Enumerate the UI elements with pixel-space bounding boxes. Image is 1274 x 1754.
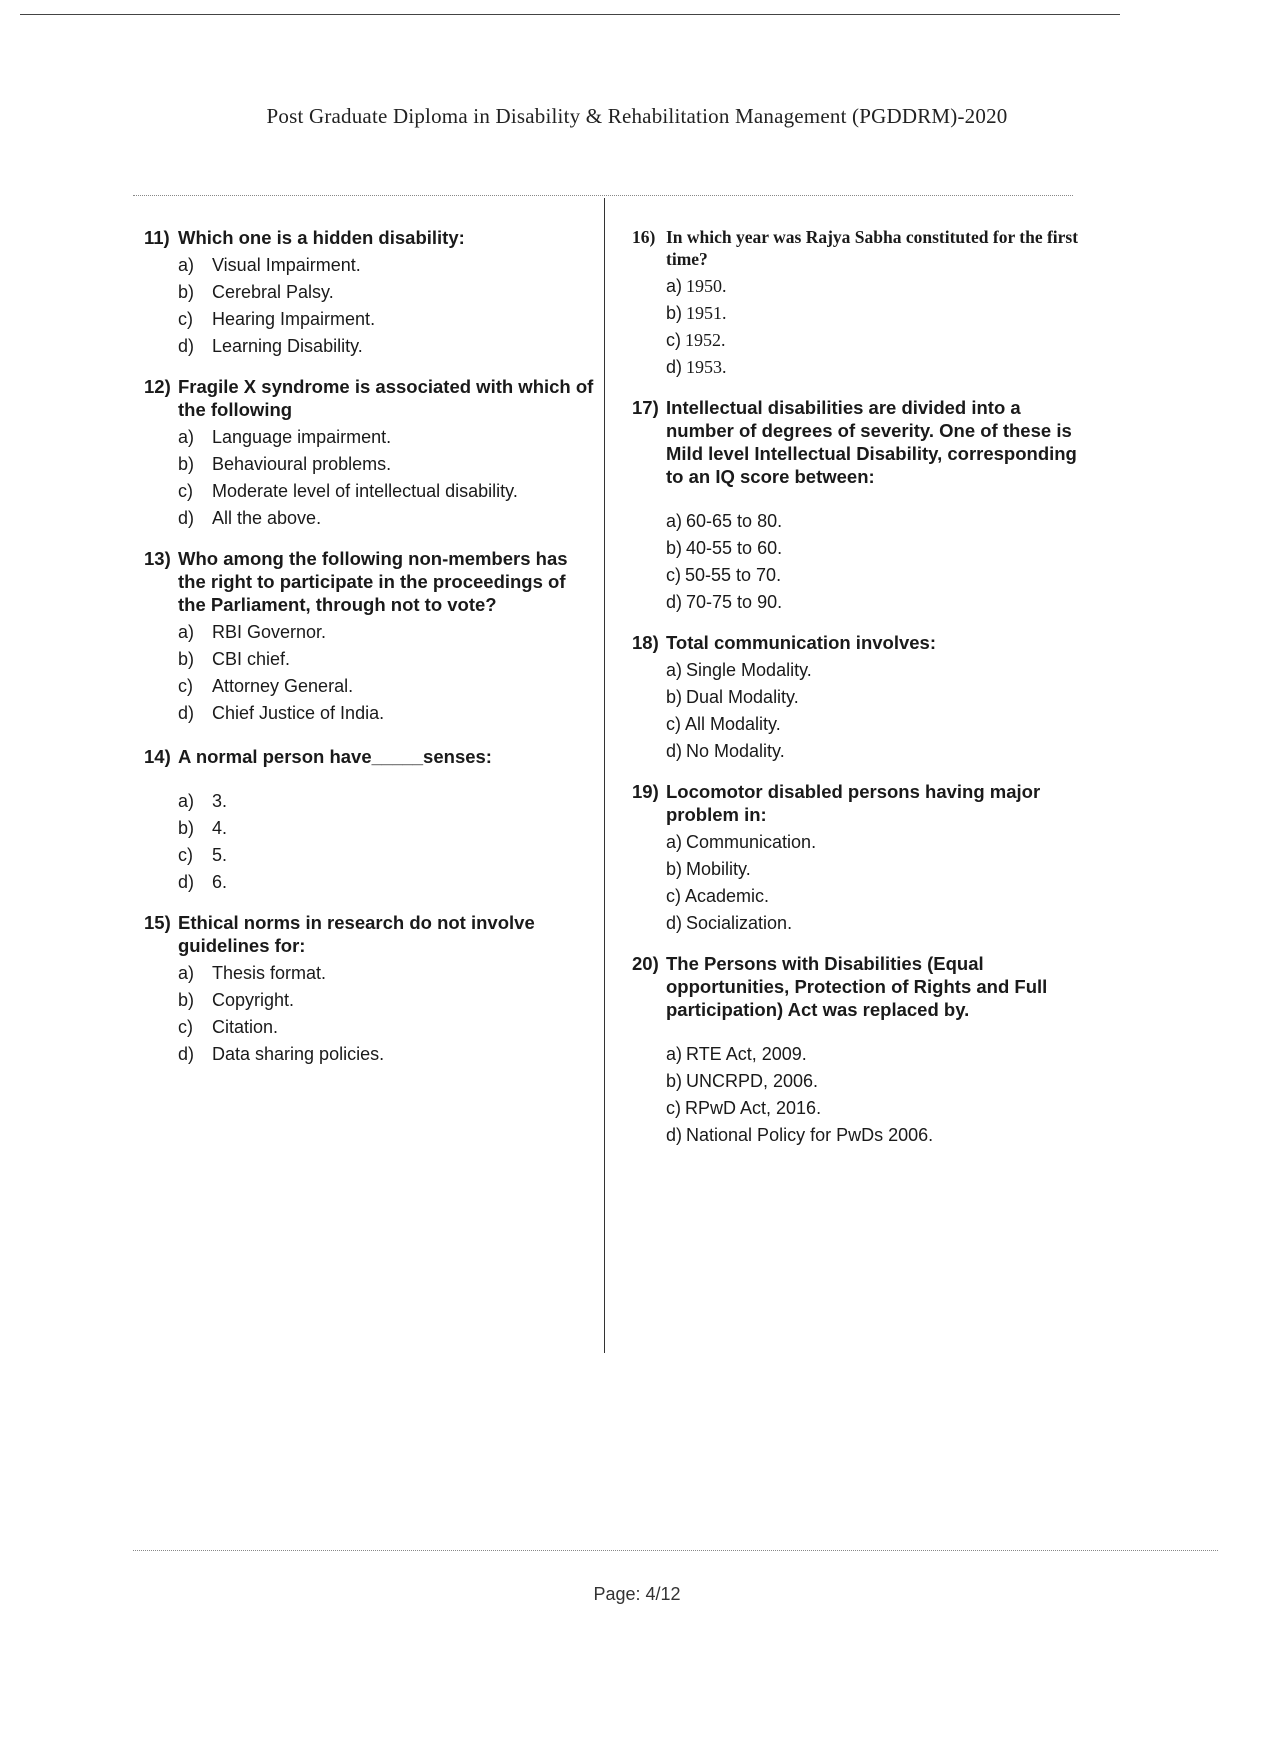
- question-13: [144, 547, 594, 727]
- question-text: Fragile X syndrome is associated with which of the following: [178, 376, 594, 420]
- option-c: c) Citation.: [178, 1017, 279, 1037]
- question-number: 11): [144, 227, 170, 248]
- question-16: [632, 226, 1082, 381]
- option-a: a) Communication.: [666, 832, 817, 852]
- left-column: [144, 226, 594, 1068]
- option-b: b) Behavioural problems.: [178, 454, 392, 474]
- option-c: c) RPwD Act, 2016.: [666, 1098, 822, 1118]
- question-number: 20): [632, 953, 659, 974]
- option-c: c) Moderate level of intellectual disability.: [178, 481, 518, 501]
- option-a: a) Visual Impairment.: [178, 255, 361, 275]
- option-b: b) Copyright.: [178, 990, 295, 1010]
- question-20: [632, 952, 1082, 1149]
- option-a: a) 60-65 to 80.: [666, 511, 783, 531]
- option-d: d) Chief Justice of India.: [178, 703, 385, 723]
- question-number: 17): [632, 397, 659, 418]
- question-text: A normal person have_____senses:: [178, 746, 492, 767]
- option-b: b) 1951.: [666, 303, 727, 323]
- option-b: b) CBI chief.: [178, 649, 291, 669]
- option-c: c) All Modality.: [666, 714, 781, 734]
- question-14: [144, 745, 594, 896]
- question-number: 19): [632, 781, 659, 802]
- option-c: c) Academic.: [666, 886, 770, 906]
- option-a: a) Language impairment.: [178, 427, 392, 447]
- option-d: d) 70-75 to 90.: [666, 592, 783, 612]
- option-a: a) 3.: [178, 791, 228, 811]
- question-18: [632, 631, 1082, 765]
- question-number: 13): [144, 548, 171, 569]
- option-c: c) 5.: [178, 845, 228, 865]
- question-number: 15): [144, 912, 171, 933]
- option-a: a) 1950.: [666, 276, 727, 296]
- option-d: d) 1953.: [666, 357, 727, 377]
- question-text: The Persons with Disabilities (Equal opportunities, Protection of Rights and Full participation) Act was replaced by.: [666, 953, 1048, 1020]
- right-column: [632, 226, 1082, 1149]
- question-11: [144, 226, 594, 360]
- question-text: Which one is a hidden disability:: [178, 227, 465, 248]
- question-19: [632, 780, 1082, 937]
- option-d: d) 6.: [178, 872, 228, 892]
- option-d: d) Learning Disability.: [178, 336, 363, 356]
- question-17: [632, 396, 1082, 616]
- footer-divider: [133, 1550, 1218, 1551]
- option-b: b) UNCRPD, 2006.: [666, 1071, 819, 1091]
- header-divider: [133, 195, 1073, 196]
- option-c: c) 1952.: [666, 330, 726, 350]
- option-c: c) Attorney General.: [178, 676, 354, 696]
- option-d: d) Data sharing policies.: [178, 1044, 385, 1064]
- option-b: b) Dual Modality.: [666, 687, 799, 707]
- question-number: 18): [632, 632, 659, 653]
- question-text: Total communication involves:: [666, 632, 937, 653]
- option-b: b) 40-55 to 60.: [666, 538, 783, 558]
- option-a: a) RTE Act, 2009.: [666, 1044, 807, 1064]
- question-number: 12): [144, 376, 171, 397]
- question-15: [144, 911, 594, 1068]
- option-d: d) Socialization.: [666, 913, 793, 933]
- option-d: d) All the above.: [178, 508, 322, 528]
- option-b: b) Mobility.: [666, 859, 751, 879]
- option-c: c) 50-55 to 70.: [666, 565, 782, 585]
- option-a: a) RBI Governor.: [178, 622, 327, 642]
- question-text: In which year was Rajya Sabha constituted for the first time?: [666, 227, 1079, 269]
- option-a: a) Single Modality.: [666, 660, 812, 680]
- page-number: Page: 4/12: [593, 1584, 681, 1604]
- option-d: d) National Policy for PwDs 2006.: [666, 1125, 934, 1145]
- column-divider: [604, 198, 605, 1353]
- question-number: 16): [632, 227, 656, 247]
- option-c: c) Hearing Impairment.: [178, 309, 376, 329]
- question-text: Ethical norms in research do not involve guidelines for:: [178, 912, 535, 956]
- question-number: 14): [144, 746, 171, 767]
- question-text: Locomotor disabled persons having major problem in:: [666, 781, 1041, 825]
- option-b: b) 4.: [178, 818, 228, 838]
- question-text: Intellectual disabilities are divided into a number of degrees of severity. One of these is Mild level Intellectual Disability, corresponding to an IQ score between:: [666, 397, 1077, 487]
- option-b: b) Cerebral Palsy.: [178, 282, 334, 302]
- option-d: d) No Modality.: [666, 741, 785, 761]
- top-scan-rule: [20, 14, 1120, 15]
- question-text: Who among the following non-members has the right to participate in the proceedings of the Parliament, through not to vote?: [178, 548, 568, 615]
- option-a: a) Thesis format.: [178, 963, 327, 983]
- document-title: Post Graduate Diploma in Disability & Rehabilitation Management (PGDDRM)-2020: [266, 104, 1008, 128]
- question-12: [144, 375, 594, 532]
